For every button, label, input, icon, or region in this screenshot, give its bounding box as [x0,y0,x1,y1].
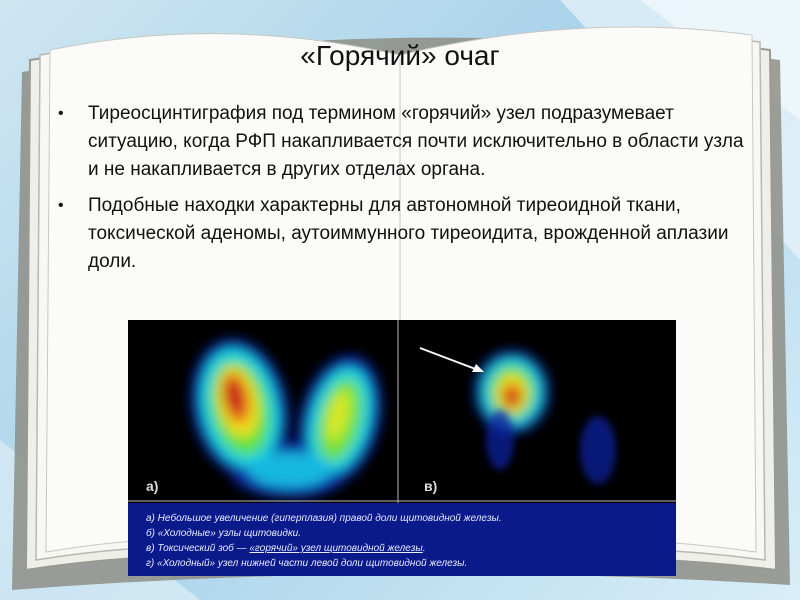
figure-caption [128,503,676,576]
caption-line [146,541,676,556]
caption-text: . [422,543,426,554]
bullet-list [58,100,758,284]
caption-text: в) Токсический зоб — [146,543,250,554]
caption-highlight: «горячий» узел щитовидной железы [249,543,423,554]
panel-b-label: в) [424,478,438,494]
bullet-item [58,192,758,276]
caption-line: б) «Холодные» узлы щитовидки. [146,528,302,539]
bullet-item [58,100,758,184]
panel-a-label: а) [146,478,159,494]
bullet-icon: • [58,105,64,122]
slide-title: «Горячий» очаг [300,40,500,71]
bullet-icon: • [58,197,64,214]
caption-line: г) «Холодный» узел нижней части левой доли щитовидной железы. [146,558,468,569]
caption-line: а) Небольшое увеличение (гиперплазия) правой доли щитовидной железы. [146,513,502,524]
bullet-text: Подобные находки характерны для автономной тиреоидной ткани, токсической аденомы, аутоиммунного тиреоидита, врожденной аплазии доли. [88,195,729,272]
bullet-text: Тиреосцинтиграфия под термином «горячий» узел подразумевает ситуацию, когда РФП накапливается почти исключительно в области узла и не накапливается в других отделах органа. [88,103,744,180]
